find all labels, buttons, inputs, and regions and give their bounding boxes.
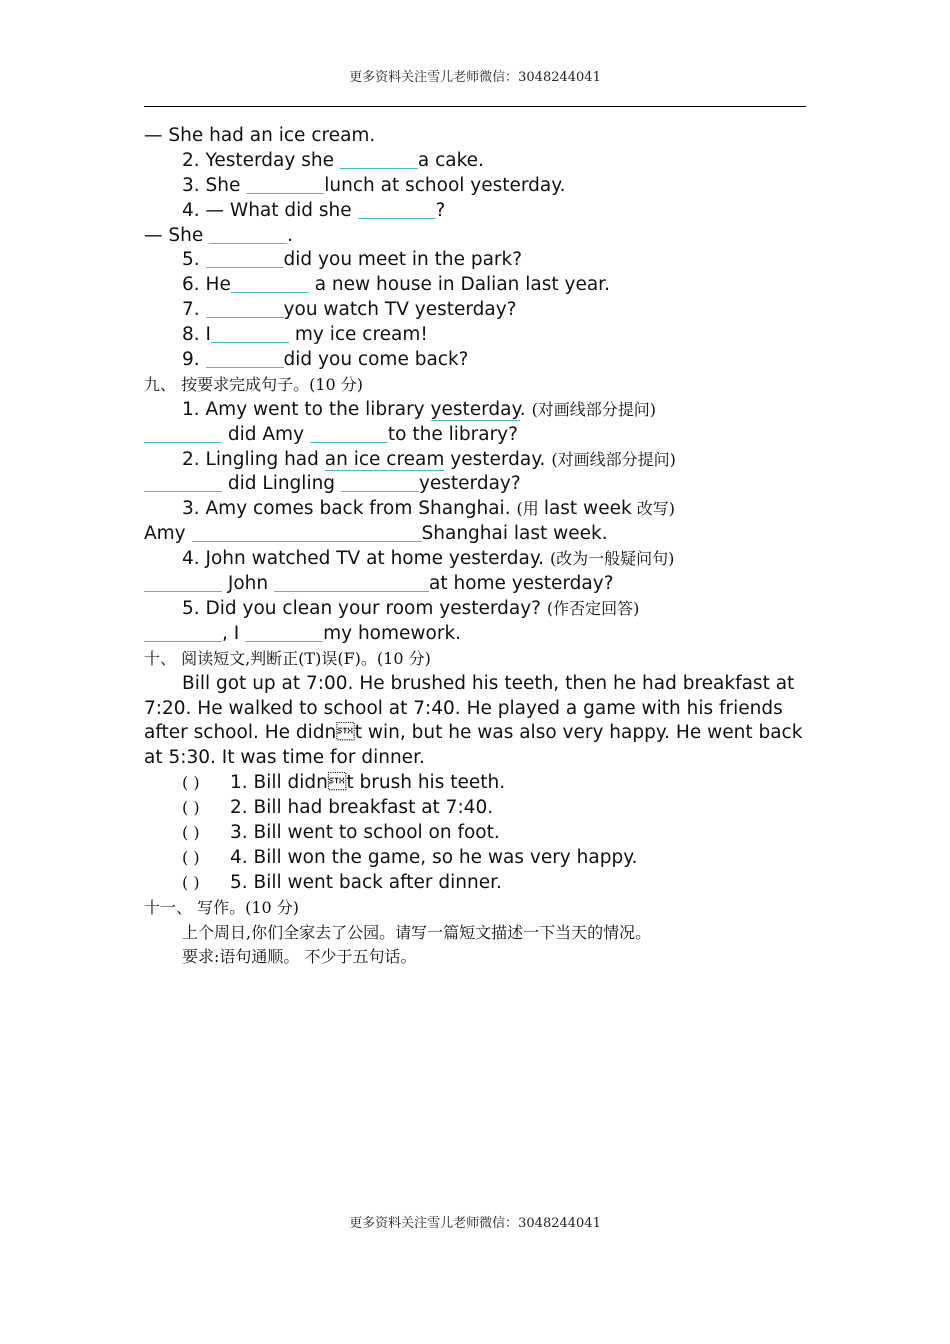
answer-blank[interactable]: [144, 424, 222, 443]
answer-blank[interactable]: [206, 349, 284, 368]
statement-1: ( ) 1. Bill didnt brush his teeth.: [144, 771, 806, 796]
question-8-3: 3. She lunch at school yesterday.: [182, 174, 566, 196]
statement-3: ( ) 3. Bill went to school on foot.: [144, 821, 806, 846]
question-9-5: 5. Did you clean your room yesterday? (作否定回答): [182, 597, 640, 619]
answer-blank[interactable]: [206, 299, 284, 318]
question-8-9: 9. did you come back?: [182, 349, 469, 371]
answer-blank[interactable]: [358, 200, 436, 219]
question-8-4: 4. — What did she ?: [182, 199, 446, 221]
question-8-6: 6. He a new house in Dalian last year.: [182, 274, 610, 296]
header-divider: [144, 106, 806, 107]
answer-paren[interactable]: ( ): [182, 872, 200, 892]
answer-blank[interactable]: [340, 150, 418, 169]
reading-passage: Bill got up at 7:00. He brushed his teeth, then he had breakfast at 7:20. He walked to school at 7:40. He played a game with his friends after school. He didnt win, but he was also very happy. He went back at 5:30. It was time for dinner.: [144, 672, 803, 769]
answer-9-2: did Lingling yesterday?: [144, 472, 806, 497]
section-10-title: 十、 阅读短文,判断正(T)误(F)。(10 分): [144, 648, 431, 668]
answer-blank[interactable]: [192, 523, 422, 542]
statement-2: ( ) 2. Bill had breakfast at 7:40.: [144, 796, 806, 821]
answer-blank[interactable]: [274, 573, 429, 592]
statement-5: ( ) 5. Bill went back after dinner.: [144, 871, 806, 896]
answer-9-1: did Amy to the library?: [144, 423, 806, 448]
answer-blank[interactable]: [144, 573, 222, 592]
answer-blank[interactable]: [206, 249, 284, 268]
answer-line: — She had an ice cream.: [144, 125, 376, 146]
answer-blank[interactable]: [209, 225, 287, 244]
answer-9-4: John at home yesterday?: [144, 572, 806, 597]
section-11-title: 十一、 写作。(10 分): [144, 897, 300, 917]
answer-paren[interactable]: ( ): [182, 798, 200, 818]
section-9-title: 九、 按要求完成句子。(10 分): [144, 374, 364, 394]
question-9-1: 1. Amy went to the library yesterday. (对画线部分提问): [182, 398, 657, 420]
answer-blank[interactable]: [231, 274, 309, 293]
answer-paren[interactable]: ( ): [182, 847, 200, 867]
answer-blank[interactable]: [245, 623, 323, 642]
answer-blank[interactable]: [144, 473, 222, 492]
question-9-2: 2. Lingling had an ice cream yesterday. (对画线部分提问): [182, 448, 676, 470]
answer-blank[interactable]: [310, 424, 388, 443]
writing-requirement: 要求:语句通顺。 不少于五句话。: [182, 947, 417, 967]
question-8-2: 2. Yesterday she a cake.: [182, 149, 484, 171]
answer-blank[interactable]: [246, 175, 324, 194]
answer-blank[interactable]: [341, 473, 419, 492]
question-8-8: 8. I my ice cream!: [182, 324, 428, 346]
answer-9-5: , I my homework.: [144, 622, 806, 647]
answer-blank[interactable]: [211, 324, 289, 343]
footer-note: 更多资料关注雪儿老师微信：3048244041: [349, 1216, 601, 1231]
header-note: 更多资料关注雪儿老师微信：3048244041: [349, 70, 601, 85]
question-9-3: 3. Amy comes back from Shanghai. (用 last week 改写): [182, 498, 676, 520]
statement-4: ( ) 4. Bill won the game, so he was very happy.: [144, 846, 806, 871]
question-8-4-answer: — She .: [144, 224, 294, 246]
worksheet-content: [144, 124, 806, 970]
answer-blank[interactable]: [144, 623, 222, 642]
question-9-4: 4. John watched TV at home yesterday. (改为一般疑问句): [182, 548, 675, 570]
answer-paren[interactable]: ( ): [182, 823, 200, 842]
writing-prompt: 上个周日,你们全家去了公园。请写一篇短文描述一下当天的情况。: [182, 922, 652, 942]
question-8-7: 7. you watch TV yesterday?: [182, 299, 517, 321]
answer-paren[interactable]: ( ): [182, 773, 200, 793]
answer-9-3: Amy Shanghai last week.: [144, 523, 608, 545]
question-8-5: 5. did you meet in the park?: [182, 249, 523, 271]
